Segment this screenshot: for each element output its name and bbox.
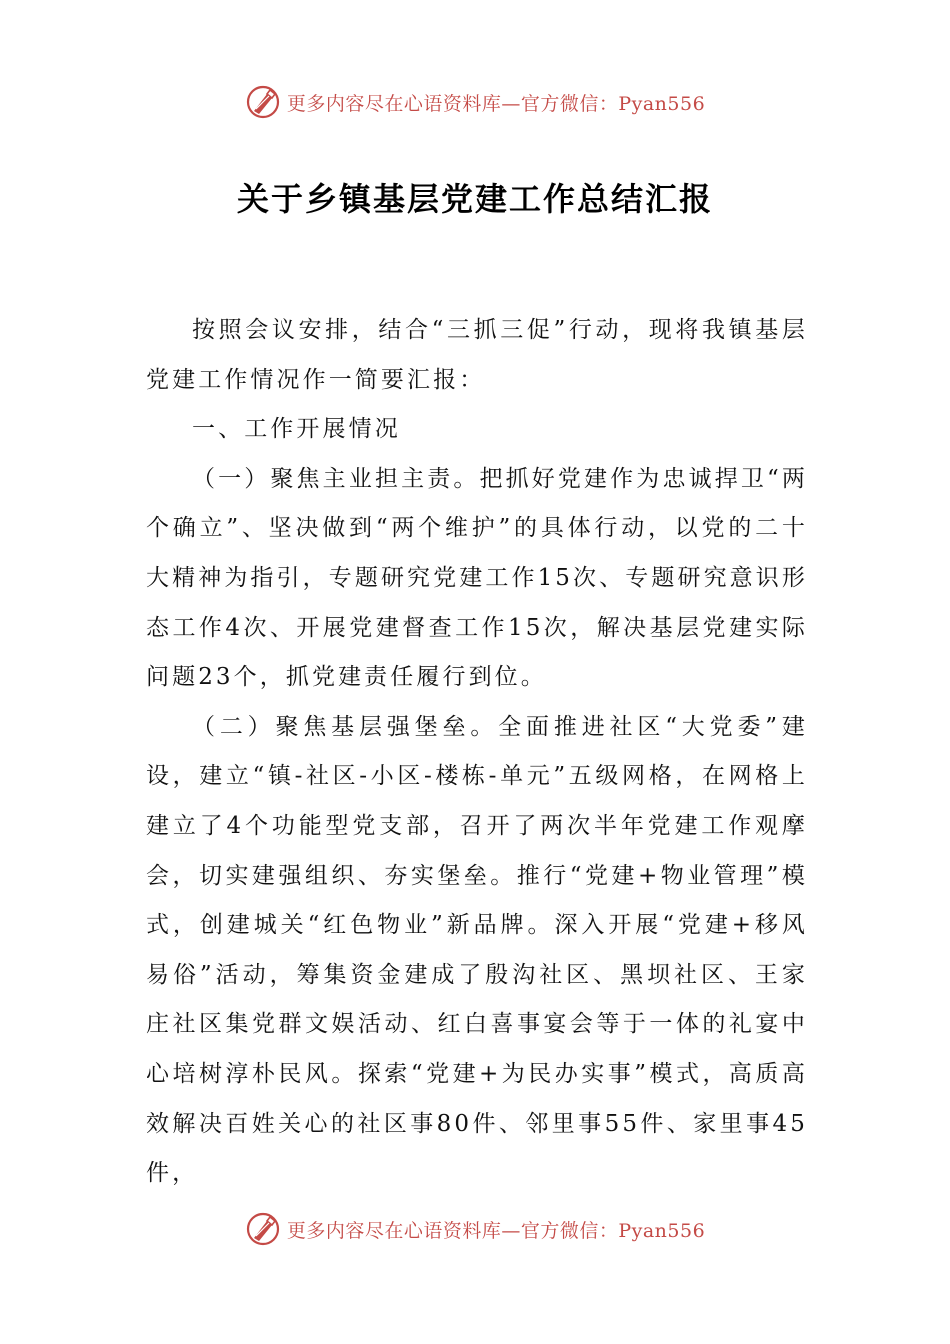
section-heading: 一、工作开展情况: [192, 416, 401, 443]
body-paragraph: （一）聚焦主业担主责。把抓好党建作为忠诚捍卫“两个确立”、坚决做到“两个维护”的具体行动，以党的二十大精神为指引，专题研究党建工作15次、专题研究意识形态工作4次、开展党建督查工作15次，解决基层党建实际问题23个，抓党建责任履行到位。: [146, 465, 808, 691]
intro-paragraph: 按照会议安排，结合“三抓三促”行动，现将我镇基层党建工作情况作一简要汇报：: [146, 317, 808, 393]
header-banner: [0, 80, 950, 124]
body-paragraph: （二）聚焦基层强堡垒。全面推进社区“大党委”建设，建立“镇-社区-小区-楼栋-单元”五级网格，在网格上建立了4个功能型党支部，召开了两次半年党建工作观摩会，切实建强组织、夯实堡垒。推行“党建+物业管理”模式，创建城关“红色物业”新品牌。深入开展“党建+移风易俗”活动，筹集资金建成了殷沟社区、黑坝社区、王家庄社区集党群文娱活动、红白喜事宴会等于一体的礼宴中心培树淳朴民风。探索“党建+为民办实事”模式，高质高效解决百姓关心的社区事80件、邻里事55件、家里事45件，: [146, 713, 808, 1187]
footer-banner: [0, 1207, 950, 1251]
pen-nib-logo-icon: [245, 1211, 281, 1247]
footer-banner-text: 更多内容尽在心语资料库—官方微信：Pyan556: [286, 1219, 706, 1242]
document-title: 关于乡镇基层党建工作总结汇报: [236, 180, 713, 218]
pen-nib-logo-icon: [245, 84, 281, 120]
header-banner-text: 更多内容尽在心语资料库—官方微信：Pyan556: [286, 92, 706, 115]
document-body: [146, 306, 808, 1199]
